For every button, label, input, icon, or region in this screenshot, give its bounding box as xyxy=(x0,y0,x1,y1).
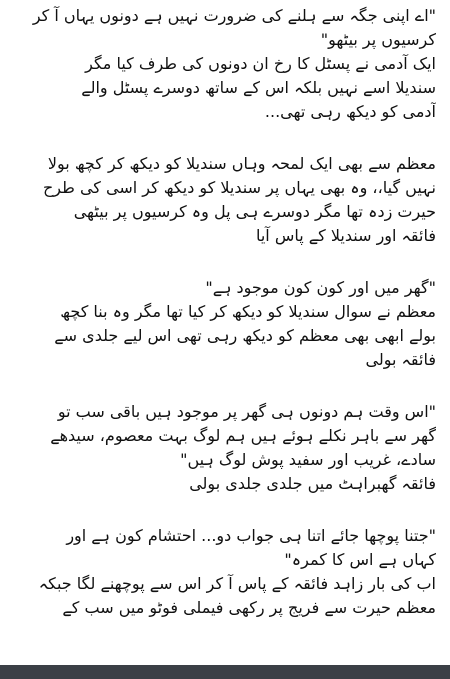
bottom-navigation-bar xyxy=(0,665,450,679)
paragraph-4 xyxy=(12,400,436,496)
text-line: فائقہ اور سندیلا کے پاس آیا xyxy=(255,226,436,245)
text-line: اب کی بار زاہد فائقہ کے پاس آ کر اس سے پوچھنے لگا جبکہ xyxy=(38,574,436,593)
text-line: معظم سے بھی ایک لمحہ وہاں سندیلا کو دیکھ کر کچھ بولا xyxy=(47,154,436,173)
text-line: ایک آدمی نے پسٹل کا رخ ان دونوں کی طرف کیا مگر xyxy=(85,54,436,73)
paragraph-2 xyxy=(12,152,436,248)
text-line: نہیں گیا،، وہ بھی یہاں پر سندیلا کو دیکھ کر اسی کی طرح xyxy=(42,178,436,197)
text-line: "گھر میں اور کون کون موجود ہے" xyxy=(205,278,436,297)
text-line: آدمی کو دیکھ رہی تھی... xyxy=(264,102,436,121)
text-line: معظم نے سوال سندیلا کو دیکھ کر کیا تھا مگر وہ بنا کچھ xyxy=(60,302,436,321)
text-line: کرسیوں پر بیٹھو" xyxy=(320,30,436,49)
text-line: "اے اپنی جگہ سے ہلنے کی ضرورت نہیں ہے دونوں یہاں آ کر xyxy=(32,6,436,25)
text-line: "جتنا پوچھا جائے اتنا ہی جواب دو... احتشام کون ہے اور xyxy=(66,526,436,545)
text-line: بولے ابھی بھی معظم کو دیکھ رہی تھی اس لیے جلدی سے xyxy=(54,326,436,345)
text-line: حیرت زدہ تھا مگر دوسرے ہی پل وہ کرسیوں پر بیٹھی xyxy=(73,202,436,221)
text-line: فائقہ گھبراہٹ میں جلدی جلدی بولی xyxy=(189,474,436,493)
text-line: سندیلا اسے نہیں بلکہ اس کے ساتھ دوسرے پسٹل والے xyxy=(81,78,436,97)
paragraph-1 xyxy=(12,4,436,124)
paragraph-3 xyxy=(12,276,436,372)
text-line: کہاں ہے اس کا کمرہ" xyxy=(284,550,436,569)
text-line: معظم حیرت سے فریج پر رکھی فیملی فوٹو میں سب کے xyxy=(62,598,436,617)
text-line: سادے، غریب اور سفید پوش لوگ ہیں" xyxy=(180,450,436,469)
text-line: "اس وقت ہم دونوں ہی گھر پر موجود ہیں باقی سب تو xyxy=(57,402,436,421)
text-line: گھر سے باہر نکلے ہوئے ہیں ہم لوگ بہت معصوم، سیدھے xyxy=(50,426,436,445)
paragraph-5 xyxy=(12,524,436,620)
text-line: فائقہ بولی xyxy=(365,350,436,369)
